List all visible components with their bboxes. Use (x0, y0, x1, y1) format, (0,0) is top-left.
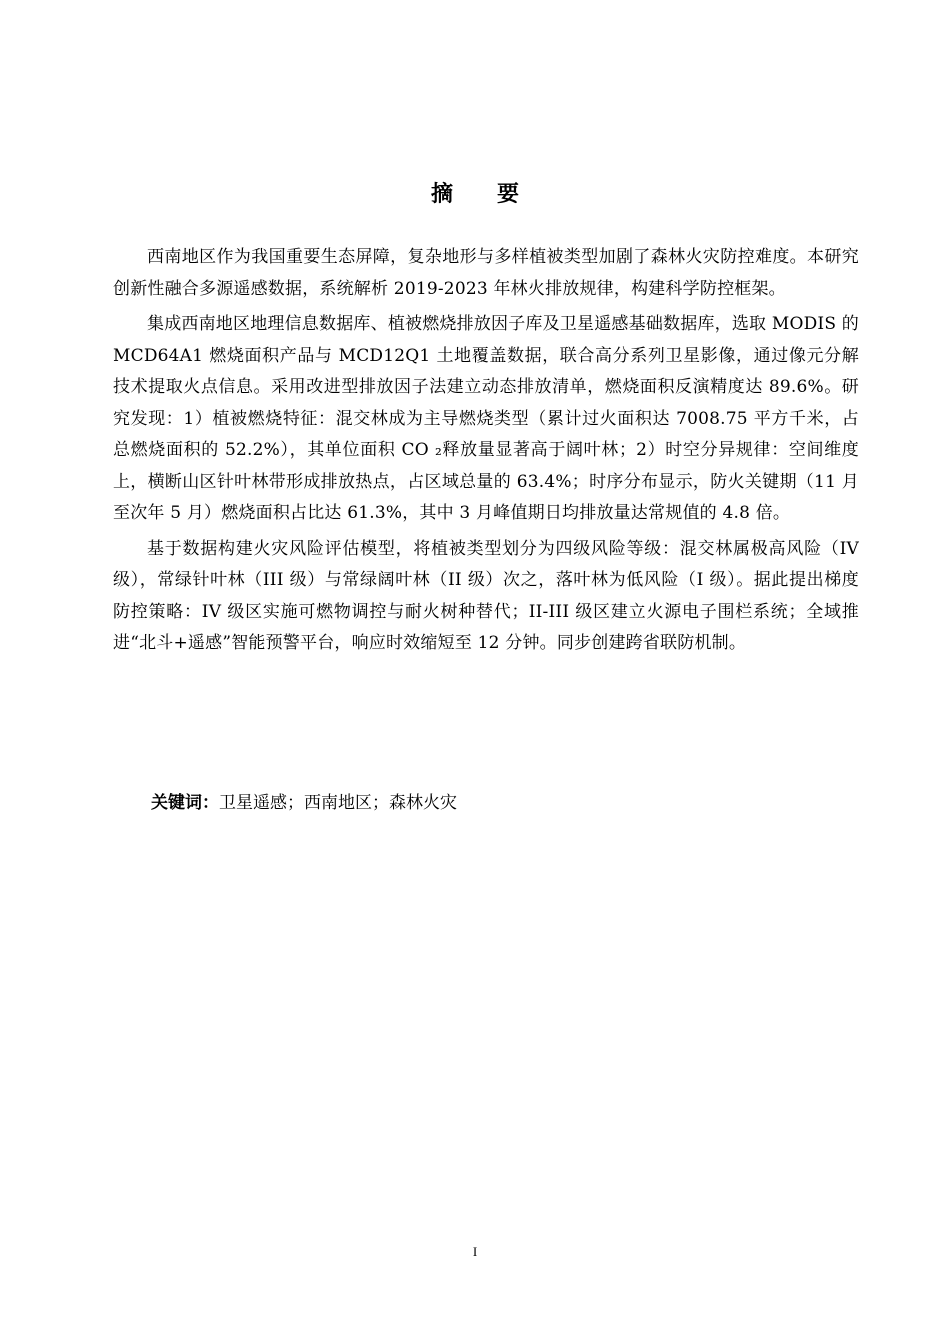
title-char-2: 要 (497, 182, 520, 207)
keywords-line (151, 788, 457, 818)
keyword-item: 卫星遥感 (219, 793, 287, 813)
keyword-item: 森林火灾 (389, 793, 457, 813)
keyword-item: 西南地区 (304, 793, 372, 813)
abstract-body (113, 242, 859, 664)
keyword-separator: ； (287, 793, 304, 813)
abstract-paragraph-1: 西南地区作为我国重要生态屏障，复杂地形与多样植被类型加剧了森林火灾防控难度。本研究创新性融合多源遥感数据，系统解析 2019-2023 年林火排放规律，构建科学防控框架。 (113, 247, 859, 299)
keyword-separator: ； (372, 793, 389, 813)
keywords-label: 关键词： (151, 793, 219, 813)
page-number: I (472, 1244, 478, 1259)
abstract-title (0, 178, 950, 212)
title-char-1: 摘 (430, 182, 453, 207)
abstract-paragraph-3: 基于数据构建火灾风险评估模型，将植被类型划分为四级风险等级：混交林属极高风险（IV 级），常绿针叶林（III 级）与常绿阔叶林（II 级）次之，落叶林为低风险（I 级）。据此提出梯度防控策略：IV 级区实施可燃物调控与耐火树种替代；II-III 级区建立火源电子围栏系统；全域推进“北斗+遥感”智能预警平台，响应时效缩短至 12 分钟。同步创建跨省联防机制。 (113, 538, 859, 653)
abstract-paragraph-2: 集成西南地区地理信息数据库、植被燃烧排放因子库及卫星遥感基础数据库，选取 MODIS 的 MCD64A1 燃烧面积产品与 MCD12Q1 土地覆盖数据，联合高分系列卫星影像，通过像元分解技术提取火点信息。采用改进型排放因子法建立动态排放清单，燃烧面积反演精度达 89.6%。研究发现：1）植被燃烧特征：混交林成为主导燃烧类型（累计过火面积达 7008.75 平方千米，占总燃烧面积的 52.2%），其单位面积 CO ₂释放量显著高于阔叶林；2）时空分异规律：空间维度上，横断山区针叶林带形成排放热点，占区域总量的 63.4%；时序分布显示，防火关键期（11 月至次年 5 月）燃烧面积占比达 61.3%，其中 3 月峰值期日均排放量达常规值的 4.8 倍。 (113, 314, 859, 523)
